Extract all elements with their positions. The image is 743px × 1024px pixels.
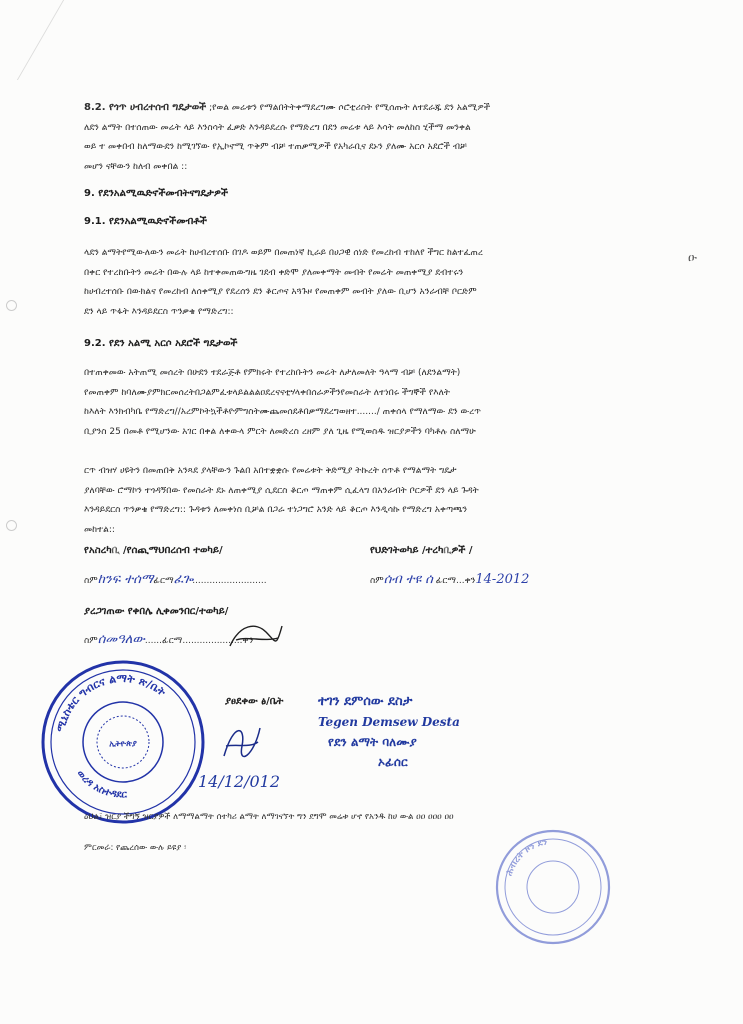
section-9-2-line: ያለባቸው ሮማኮን ተጎዳኝበው የመስራት ደኑ ለጠቀሚያ ሲደርስ ቆርጦ ማጠቀም ሲፈላግ በአንራብት ቦርዎች ደን ላይ ጉዳት xyxy=(84,485,479,496)
section-9-2 xyxy=(84,364,674,442)
binder-hole xyxy=(6,300,17,311)
section-9-2-continued xyxy=(84,462,674,540)
handwritten-name: ሰብ ተዩ ሰ xyxy=(383,572,433,587)
giver-signature-line: ስምከንፍ ተሰማፊርማፈጐ.......................... xyxy=(84,572,267,587)
section-9-2-line: እንዳይደርስ ጥንቃቄ የማድረግ:: ጉዳቱን ለመቀነስ ቢቻል በጋራ ተነጋግሮ አንድ ላይ ቆርጦ እንዲሳኩ የማድረግ አቀጣጫን xyxy=(84,505,468,515)
office-handwritten-date: 14/12/012 xyxy=(198,772,281,791)
receiver-representative-label: የህድገትወካይ /ተረካቢዎች / xyxy=(370,545,473,556)
binder-hole xyxy=(6,520,17,531)
office-handwritten-block xyxy=(318,692,460,772)
margin-mark: ዑ xyxy=(688,250,697,264)
section-9-2-line: በተጠቀመው አትጠሚ መሰረት በሁደን ተደራጅቶ የምክሩት የተረከቡትን መሬት ለታለመለት ዓላማ ብቻ (ለደንልማት) xyxy=(84,368,461,378)
office-label: ያፀደቀው ፅ/ቤት xyxy=(225,696,284,707)
office-signature-scribble xyxy=(218,716,264,764)
section-9-1-line: ደን ላይ ጥፋት እንዳይደርስ ጥንቃቄ የማድረግ:: xyxy=(84,306,234,317)
approver-signature-scribble xyxy=(226,618,286,654)
section-9-heading: 9. የደንአልሚዉድኖችመብትናግዴታዎች xyxy=(84,188,229,199)
name-prefix: ስም xyxy=(84,636,98,646)
section-9-1-heading: 9.1. የደንአልሚዉድኖችመብቶች xyxy=(84,216,207,227)
footer-note-1: ዕህል፤ ዝርያ ችግኝ ዝርያዎች ለማማልማት ሰተካሪ ልማት ለማገናኘት ግን ደግሞ መሬቱ ሆኖ የአንዱ ከሀ ውል ዐዐ ዐዐዐ ዐዐ xyxy=(84,812,454,822)
office-handwritten-latin: Tegen Demsew Desta xyxy=(318,715,460,729)
section-9-1-line: ላደን ልማትየሚውለውን መሬት ከሀብረተሰቡ በገዶ ወይም በመጠነኛ ኪራይ በሀጋዊ ሰነድ የመረከብ ተከለየ ችግር ከልተፈጠረ xyxy=(84,248,483,258)
name-prefix: ስም xyxy=(84,576,98,586)
section-8-2-line: መሆን ናቸውን ከለብ መቀበል :: xyxy=(84,161,188,172)
section-9-1-line: በቀር የተረከቡትን መሬት በውሉ ላይ ከተቀመጠውግዜ ገደብ ቀድሞ ያለመቀማት መብት የመሬት መጠቀሚያ ደብተሩን xyxy=(84,267,464,278)
section-8-2 xyxy=(84,98,674,177)
office-handwritten-title2: ኦፊሰር xyxy=(378,755,408,769)
handwritten-name: ሰመዓለው xyxy=(97,632,145,647)
section-8-2-heading: 8.2. የጎጥ ሀብረተሰብ ግዴታወች xyxy=(84,102,207,113)
svg-text:ወረዳ አስተዳደር xyxy=(74,768,127,800)
office-handwritten-name: ተገን ደምሰው ደስታ xyxy=(318,694,413,709)
handwritten-name: ከንፍ ተሰማ xyxy=(97,572,154,587)
office-handwritten-title: የደን ልማት ባለሙያ xyxy=(328,735,417,749)
signature-prefix: ፊርማ xyxy=(153,576,174,586)
section-9-1 xyxy=(84,244,674,322)
footer-note-2: ምርመራ: የጨረሰው ውሉ ይዩያ ፡ xyxy=(84,843,187,853)
section-8-2-line: ;የወል መሬቱን የማልበትትቀማደረግሙ ሶሮቲሪስት የሚሰጡት ለተደራጁ ደን አልሚዎች xyxy=(209,103,491,113)
section-9-2-line: መከተል:: xyxy=(84,524,115,535)
section-9-2-line: ርጥ ብዝሃ ሀዩትን በመጠበቅ አንጻደ ያላቸውን ጉልበ አበተቋቋሱ የመሬቱት ቅድሚያ ትኩረት ሰጥቶ የማልማት ግዴታ xyxy=(84,466,457,476)
giver-representative-label: የአስረካቢ /የሰጪማህበረሰብ ተወካይ/ xyxy=(84,545,223,556)
handwritten-date: 14-2012 xyxy=(475,572,530,587)
right-stamp-text: ሕብረት ዞን ደን xyxy=(504,837,549,878)
section-9-2-heading: 9.2. የደን አልሚ አርሶ አደሮች ግዴታወች xyxy=(84,338,238,349)
section-9-2-line: የመጠቀም ከባለሙያምክርመሰረትበጋልምፈቱላይልልልዐደረናናቲሃላቀበሰራዎችንየመስራት ለተነበሩ ችግኞች የእለት xyxy=(84,387,450,398)
stamp-bottom-text: ወረዳ አስተዳደር xyxy=(74,768,128,801)
name-prefix: ስም xyxy=(370,576,384,586)
stamp-center-text: ኢትዮጵያ xyxy=(109,739,137,748)
approver-label: ያረጋገጠው የቀበሌ ሊቀመንበር/ተወካይ/ xyxy=(84,606,229,617)
section-9-2-line: ከእለት እንክብካቤ የማድረግ//አረምኮትኳችቶዮምግስትሙጨመሰደቶበቃማደረግወዘተ......./ ጠቀሰላ የማለማው ደን ውረጥ xyxy=(84,407,482,417)
date-prefix: ቀን xyxy=(464,576,476,586)
stamp-top-text: ሚኒስቴር ግብርና ልማት ጽ/ቤት xyxy=(53,671,169,734)
section-9-2-line: ቢያንስ 25 በመቶ የሚሆንው አገር በቀል ለቀውላ ምርት ለመድረስ ረዘም ያለ ጊዜ የሚወስዱ ዝርያዎችን ባካቶሉ ስለማሁ xyxy=(84,426,476,437)
section-9-1-line: ከሀብረተሰቡ በውክልና የመረከብ ለሰቀሚያ የደረሰን ደን ቆርጦና አጓጉዞ የመጠቀም መብት ያለው ቢሆን አንራብቸ ቦርድም xyxy=(84,287,477,297)
official-stamp-left xyxy=(38,657,208,827)
approver-signature-line: ስምሰመዓለው......ፊርማ.....................ቀን xyxy=(84,632,254,647)
signature-prefix: ፊርማ xyxy=(162,636,183,646)
section-8-2-line: ለደን ልማት በተሰጠው መሬት ላይ እንስሳት ፈቃድ እንዳይደረሱ የማድረግ በደን መሬቱ ላይ እሳት መለከስ ሂችማ መንቀል xyxy=(84,122,471,133)
receiver-signature-line: ስምሰብ ተዩ ሰ ፊርማ...ቀን14-2012 xyxy=(370,572,530,587)
signature-prefix: ፊርማ xyxy=(435,576,457,586)
page-fold-shadow xyxy=(17,0,174,80)
section-8-2-line: ወይ ተ መቀበብ ከለማውደን ከሚገኘው የኢኮኖሚ ጥቅም ብቻ ተጠቃሚዎች የአካራቢና ደኑን ያለሙ አርሶ አደሮች ብቻ xyxy=(84,142,467,152)
date-prefix: ቀን xyxy=(242,636,254,646)
